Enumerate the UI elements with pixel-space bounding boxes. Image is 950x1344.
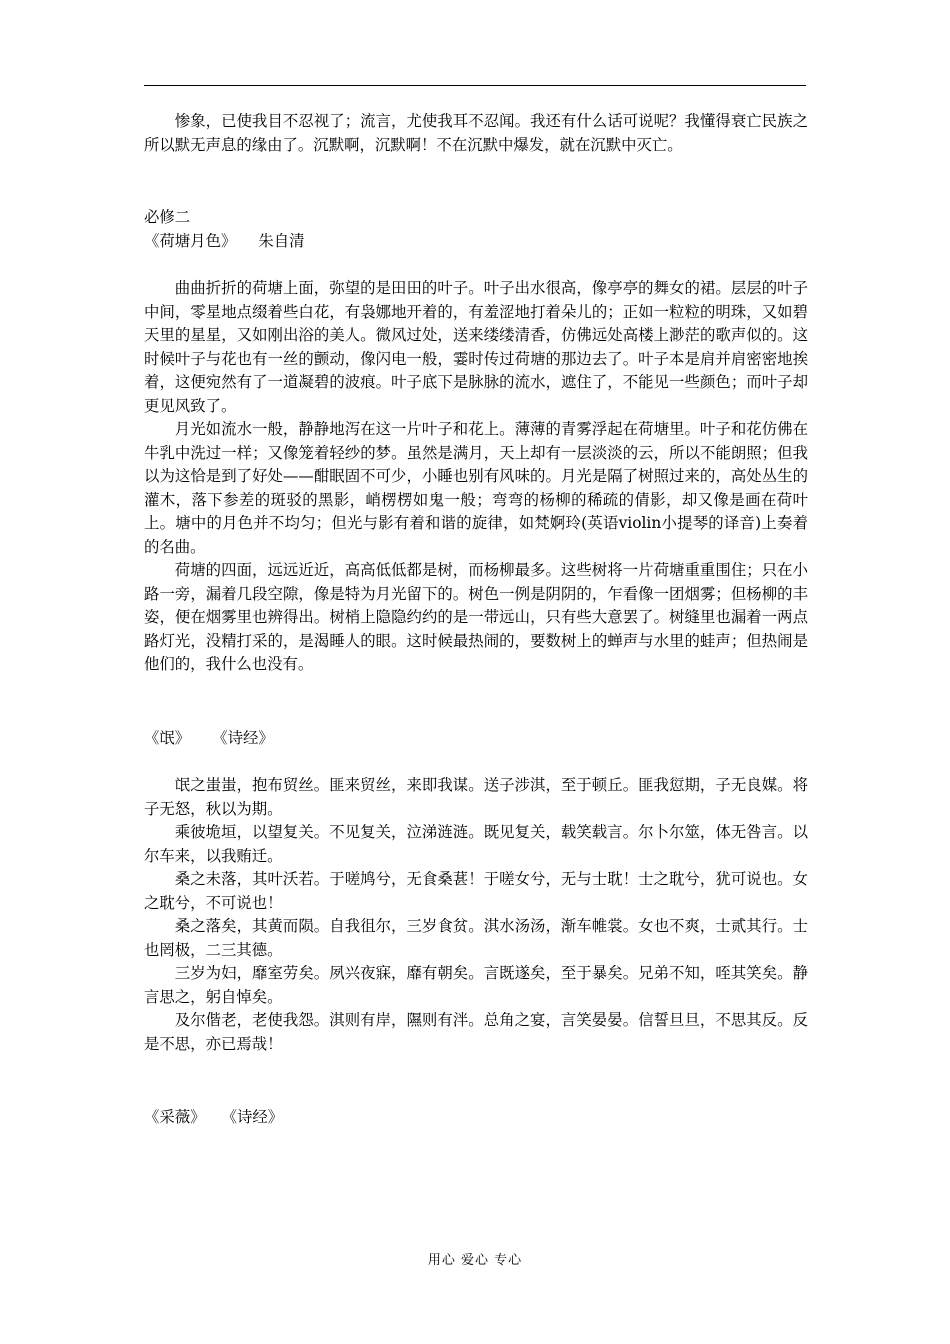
stanza: 乘彼垝垣，以望复关。不见复关，泣涕涟涟。既见复关，载笑载言。尔卜尔筮，体无咎言。以尔车来，以我贿迁。 [144, 823, 808, 865]
stanza: 桑之落矣，其黄而陨。自我徂尔，三岁食贫。淇水汤汤，渐车帷裳。女也不爽，士贰其行。士也罔极，二三其德。 [144, 917, 808, 959]
stanza: 桑之未落，其叶沃若。于嗟鸠兮，无食桑葚！于嗟女兮，无与士耽！士之耽兮，犹可说也。女之耽兮，不可说也！ [144, 870, 808, 912]
stanza: 氓之蚩蚩，抱布贸丝。匪来贸丝，来即我谋。送子涉淇，至于顿丘。匪我愆期，子无良媒。将子无怒，秋以为期。 [144, 776, 808, 818]
document-body [144, 110, 808, 1130]
essay-title-line [144, 230, 808, 254]
page-footer: 用心 爱心 专心 [427, 1253, 523, 1268]
poem-source: 《诗经》 [212, 728, 274, 747]
paragraph: 荷塘的四面，远远近近，高高低低都是树，而杨柳最多。这些树将一片荷塘重重围住；只在小路一旁，漏着几段空隙，像是特为月光留下的。树色一例是阴阴的，乍看像一团烟雾；但杨柳的丰姿，便在烟雾里也辨得出。树梢上隐隐约约的是一带远山，只有些大意罢了。树缝里也漏着一两点路灯光，没精打采的，是渴睡人的眼。这时候最热闹的，要数树上的蝉声与水里的蛙声；但热闹是他们的，我什么也没有。 [144, 561, 808, 673]
poem-source: 《诗经》 [221, 1108, 284, 1126]
stanza: 三岁为妇，靡室劳矣。夙兴夜寐，靡有朝矣。言既遂矣，至于暴矣。兄弟不知，咥其笑矣。静言思之，躬自悼矣。 [144, 964, 808, 1006]
paragraph: 曲曲折折的荷塘上面，弥望的是田田的叶子。叶子出水很高，像亭亭的舞女的裙。层层的叶子中间，零星地点缀着些白花，有袅娜地开着的，有羞涩地打着朵儿的；正如一粒粒的明珠，又如碧天里的星星，又如刚出浴的美人。微风过处，送来缕缕清香，仿佛远处高楼上渺茫的歌声似的。这时候叶子与花也有一丝的颤动，像闪电一般，霎时传过荷塘的那边去了。叶子本是肩并肩密密地挨着，这便宛然有了一道凝碧的波痕。叶子底下是脉脉的流水，遮住了，不能见一些颜色；而叶子却更见风致了。 [144, 279, 808, 415]
course-heading: 必修二 [144, 208, 191, 226]
essay-author: 朱自清 [258, 231, 305, 250]
header-rule [144, 85, 806, 86]
stanza: 及尔偕老，老使我怨。淇则有岸，隰则有泮。总角之宴，言笑晏晏。信誓旦旦，不思其反。反是不思，亦已焉哉！ [144, 1011, 808, 1053]
paragraph: 月光如流水一般，静静地泻在这一片叶子和花上。薄薄的青雾浮起在荷塘里。叶子和花仿佛在牛乳中洗过一样；又像笼着轻纱的梦。虽然是满月，天上却有一层淡淡的云，所以不能朗照；但我以为这恰是到了好处——酣眠固不可少，小睡也别有风味的。月光是隔了树照过来的，高处丛生的灌木，落下参差的斑驳的黑影，峭楞楞如鬼一般；弯弯的杨柳的稀疏的倩影，却又像是画在荷叶上。塘中的月色并不均匀；但光与影有着和谐的旋律，如梵婀玲(英语violin小提琴的译音)上奏着的名曲。 [144, 420, 808, 556]
poem-title: 《采薇》 [144, 1108, 206, 1126]
poem-title-line [144, 1106, 808, 1130]
poem-title: 《氓》 [144, 728, 191, 747]
essay-title: 《荷塘月色》 [144, 231, 237, 250]
poem-title-line [144, 727, 808, 751]
paragraph: 惨象，已使我目不忍视了；流言，尤使我耳不忍闻。我还有什么话可说呢？我懂得衰亡民族之所以默无声息的缘由了。沉默啊，沉默啊！不在沉默中爆发，就在沉默中灭亡。 [144, 112, 808, 154]
